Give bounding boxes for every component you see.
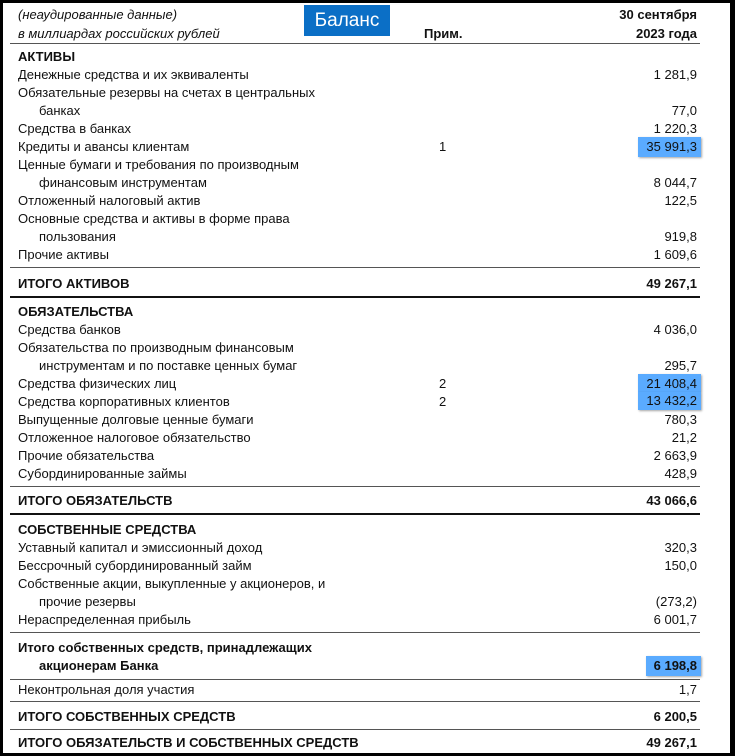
- shareholders-equity-label: Итого собственных средств, принадлежащих: [18, 640, 312, 655]
- row-value: 428,9: [664, 466, 697, 481]
- row-value: 8 044,7: [653, 175, 697, 190]
- divider: [10, 296, 700, 298]
- row-value: 21,2: [671, 430, 697, 445]
- divider: [10, 513, 700, 515]
- liabilities-heading: ОБЯЗАТЕЛЬСТВА: [18, 304, 134, 319]
- row-value: 6 001,7: [653, 612, 697, 627]
- row-value: 320,3: [664, 540, 697, 555]
- balance-sheet-page: [3, 3, 730, 753]
- divider: [10, 729, 700, 730]
- nci-label: Неконтрольная доля участия: [18, 682, 195, 697]
- row-note: 2: [439, 394, 447, 409]
- row-label: Обязательные резервы на счетах в центральных: [18, 85, 315, 100]
- row-value: 4 036,0: [653, 322, 697, 337]
- assets-heading: АКТИВЫ: [18, 49, 76, 64]
- divider: [10, 267, 700, 268]
- divider: [10, 701, 700, 702]
- row-label-cont: инструментам и по поставке ценных бумаг: [39, 358, 298, 373]
- row-label: Средства в банках: [18, 121, 131, 136]
- date-header-line1: 30 сентября: [619, 7, 697, 22]
- row-label: Средства физических лиц: [18, 376, 177, 391]
- highlighted-value: 21 408,4: [638, 374, 701, 392]
- divider: [10, 486, 700, 487]
- units-note: в миллиардах российских рублей: [18, 26, 220, 41]
- row-label-cont: финансовым инструментам: [39, 175, 207, 190]
- row-label: Прочие активы: [18, 247, 109, 262]
- row-label: Выпущенные долговые ценные бумаги: [18, 412, 254, 427]
- row-label: Отложенный налоговый актив: [18, 193, 201, 208]
- grand-total-label: ИТОГО ОБЯЗАТЕЛЬСТВ И СОБСТВЕННЫХ СРЕДСТВ: [18, 735, 359, 750]
- total-assets-value: 49 267,1: [646, 276, 697, 291]
- header-rule: [10, 43, 700, 44]
- row-label: Денежные средства и их эквиваленты: [18, 67, 249, 82]
- row-label: Уставный капитал и эмиссионный доход: [18, 540, 263, 555]
- total-equity-label: ИТОГО СОБСТВЕННЫХ СРЕДСТВ: [18, 709, 236, 724]
- row-label: Собственные акции, выкупленные у акционеров, и: [18, 576, 326, 591]
- row-value: 1 281,9: [653, 67, 697, 82]
- balance-badge: Баланс: [304, 5, 390, 36]
- row-label-cont: прочие резервы: [39, 594, 136, 609]
- row-label: Прочие обязательства: [18, 448, 155, 463]
- row-label: Отложенное налоговое обязательство: [18, 430, 251, 445]
- nci-value: 1,7: [678, 682, 697, 697]
- row-note: 1: [439, 139, 447, 154]
- total-liabilities-value: 43 066,6: [646, 493, 697, 508]
- row-value: (273,2): [655, 594, 697, 609]
- row-value: 295,7: [664, 358, 697, 373]
- row-label-cont: банках: [39, 103, 81, 118]
- date-header-line2: 2023 года: [635, 26, 697, 41]
- row-note: 2: [439, 376, 447, 391]
- grand-total-value: 49 267,1: [646, 735, 697, 750]
- row-label: Субординированные займы: [18, 466, 187, 481]
- shareholders-equity-label-cont: акционерам Банка: [39, 658, 159, 673]
- row-value: 919,8: [664, 229, 697, 244]
- row-value: 150,0: [664, 558, 697, 573]
- highlighted-value: 13 432,2: [638, 392, 701, 410]
- row-label-cont: пользования: [39, 229, 116, 244]
- row-value: 1 609,6: [653, 247, 697, 262]
- divider: [10, 679, 700, 680]
- divider: [10, 632, 700, 633]
- row-label: Ценные бумаги и требования по производным: [18, 157, 299, 172]
- total-assets-label: ИТОГО АКТИВОВ: [18, 276, 130, 291]
- row-value: 77,0: [671, 103, 697, 118]
- row-label: Обязательства по производным финансовым: [18, 340, 294, 355]
- row-label: Основные средства и активы в форме права: [18, 211, 290, 226]
- row-label: Бессрочный субординированный займ: [18, 558, 252, 573]
- row-label: Кредиты и авансы клиентам: [18, 139, 190, 154]
- row-value: 780,3: [664, 412, 697, 427]
- total-equity-value: 6 200,5: [653, 709, 697, 724]
- highlighted-value: 35 991,3: [638, 137, 701, 157]
- highlighted-value: 6 198,8: [646, 656, 701, 676]
- row-value: 1 220,3: [653, 121, 697, 136]
- row-label: Средства банков: [18, 322, 121, 337]
- row-label: Нераспределенная прибыль: [18, 612, 191, 627]
- row-value: 2 663,9: [653, 448, 697, 463]
- unaudited-note: (неаудированные данные): [18, 7, 178, 22]
- note-column-header: Прим.: [424, 26, 463, 41]
- total-liabilities-label: ИТОГО ОБЯЗАТЕЛЬСТВ: [18, 493, 173, 508]
- row-label: Средства корпоративных клиентов: [18, 394, 230, 409]
- equity-heading: СОБСТВЕННЫЕ СРЕДСТВА: [18, 522, 197, 537]
- row-value: 122,5: [664, 193, 697, 208]
